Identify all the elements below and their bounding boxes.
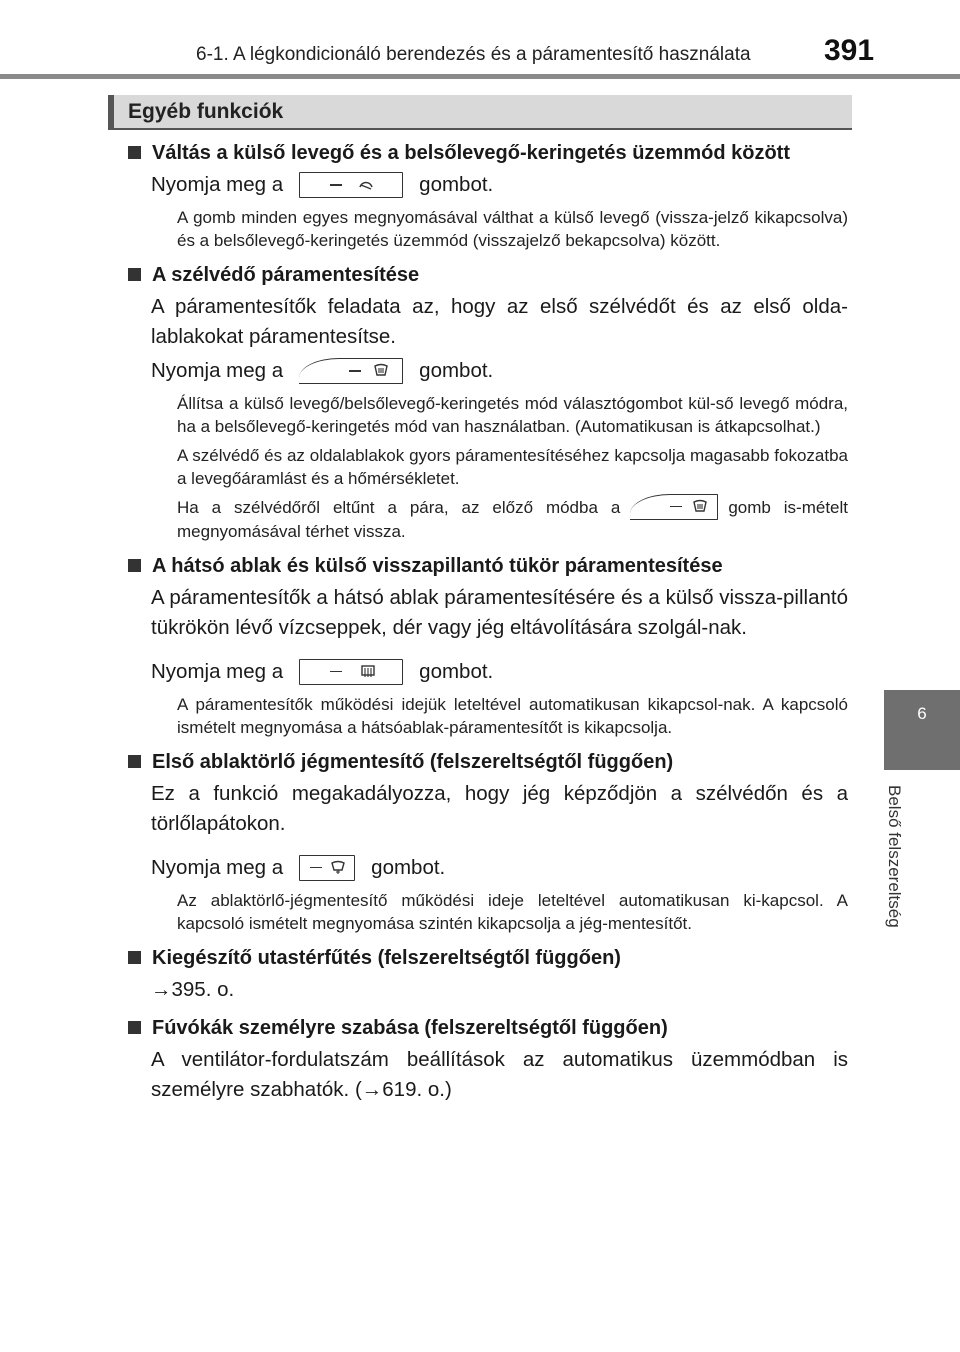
bullet-square — [128, 951, 141, 964]
note: A páramentesítők működési idejük leteltével automatikusan kikapcsol-nak. A kapcsoló ismételt megnyomása a hátsóablak-páramentesítőt is kikapcsolja. — [177, 694, 848, 737]
wiper-deicer-button — [299, 855, 355, 881]
press-instruction: Nyomja meg a gombot. — [151, 659, 494, 683]
page-header — [0, 0, 960, 80]
bullet-square — [128, 1021, 141, 1034]
topic-vent-customization — [128, 1015, 848, 1105]
body-text: A páramentesítők a hátsó ablak páramentesítésére és a külső vissza-pillantó tükrökön lévő vízcseppek, dér vagy jég eltávolítására szolgál-nak. — [151, 585, 848, 639]
page-number: 391 — [824, 34, 875, 67]
chapter-title: 6-1. A légkondicionáló berendezés és a páramentesítő használata — [196, 44, 751, 65]
note-with-button: Ha a szélvédőről eltűnt a pára, az előző módba a gomb is-mételt megnyomásával térhet vissza. — [177, 496, 848, 543]
wiper-deicer-icon — [330, 859, 346, 875]
front-defroster-icon — [373, 362, 389, 378]
recirculation-icon — [358, 176, 374, 192]
topic-heading: Kiegészítő utastérfűtés (felszereltségtől függően) — [128, 945, 848, 971]
topic-recirculation — [128, 140, 848, 252]
front-defroster-button — [299, 358, 403, 384]
section-title: Egyéb funkciók — [128, 100, 284, 123]
note: A szélvédő és az oldalablakok gyors páramentesítéséhez kapcsolja magasabb fokozatba a levegőáramlást és a hőmérsékletet. — [177, 446, 848, 488]
topic-windshield-defog — [128, 262, 848, 543]
bullet-square — [128, 559, 141, 572]
topic-heading: A hátsó ablak és külső visszapillantó tükör páramentesítése — [128, 553, 848, 579]
bullet-square — [128, 146, 141, 159]
topic-heading: A szélvédő páramentesítése — [128, 262, 848, 288]
section-accent — [108, 95, 114, 128]
rear-defroster-icon — [360, 663, 376, 679]
chapter-side-label — [874, 785, 934, 965]
note: Állítsa a külső levegő/belsőlevegő-keringetés mód választógombot kül-ső levegő módra, ha a belsőlevegő-keringetés mód van használatban. (Automatikusan is átkapcsolhat.) — [177, 394, 848, 436]
press-instruction: Nyomja meg a gombot. — [151, 855, 446, 879]
bullet-square — [128, 755, 141, 768]
topic-rear-defog — [128, 553, 848, 739]
chapter-tab-number: 6 — [917, 704, 927, 723]
note: Az ablaktörlő-jégmentesítő működési ideje leteltével automatikusan ki-kapcsol. A kapcsoló ismételt megnyomása szintén kikapcsolja a jég-mentesítőt. — [177, 890, 848, 933]
rear-defroster-button — [299, 659, 403, 685]
front-defroster-button-inline — [630, 494, 718, 520]
recirculation-button — [299, 172, 403, 198]
page-content — [128, 140, 848, 1105]
body-text: A páramentesítők feladata az, hogy az első szélvédőt és az első olda-lablakokat páramentesítse. — [151, 295, 848, 348]
topic-auxiliary-heater — [128, 945, 848, 1005]
press-instruction: Nyomja meg a gombot. — [151, 359, 494, 382]
chapter-tab — [884, 690, 960, 770]
topic-wiper-deicer — [128, 749, 848, 935]
press-instruction: Nyomja meg a gombot. — [151, 173, 494, 196]
front-defroster-icon — [692, 498, 708, 514]
topic-heading: Fúvókák személyre szabása (felszereltségtől függően) — [128, 1015, 848, 1041]
section-header — [108, 95, 852, 130]
topic-heading: Első ablaktörlő jégmentesítő (felszereltségtől függően) — [128, 749, 848, 775]
header-rule — [0, 74, 960, 79]
topic-heading: Váltás a külső levegő és a belsőlevegő-keringetés üzemmód között — [128, 140, 848, 166]
body-text: A ventilátor-fordulatszám beállítások az automatikus üzemmódban is személyre szabhatók. (→619. o.) — [151, 1047, 848, 1101]
page-reference: →395. o. — [151, 977, 235, 1001]
note: A gomb minden egyes megnyomásával válthat a külső levegő (vissza-jelző kikapcsolva) és a belsőlevegő-keringetés üzemmód (visszajelző bekapcsolva) között. — [177, 208, 848, 250]
chapter-side-label-text: Belső felszereltség — [885, 785, 904, 928]
body-text: Ez a funkció megakadályozza, hogy jég képződjön a szélvédőn és a törlőlapátokon. — [151, 781, 848, 835]
bullet-square — [128, 268, 141, 281]
